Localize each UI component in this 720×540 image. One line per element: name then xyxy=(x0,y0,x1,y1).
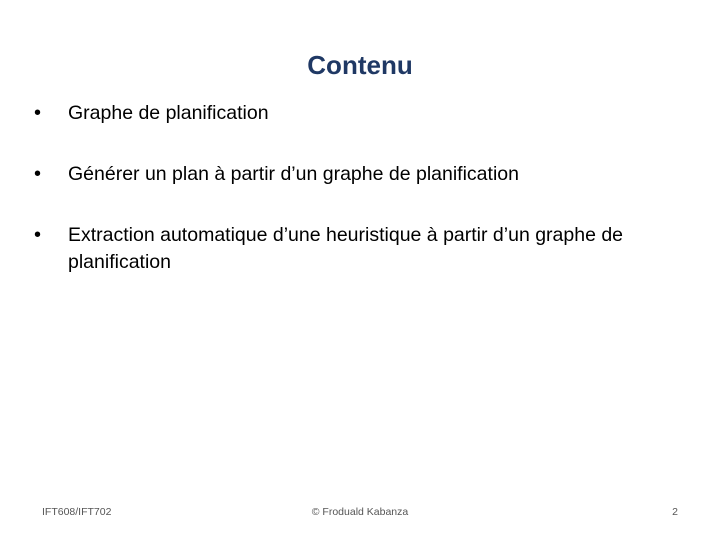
bullet-icon: • xyxy=(34,102,42,124)
bullet-item xyxy=(34,161,684,188)
page-number: 2 xyxy=(672,506,678,518)
bullet-text: Extraction automatique d’une heuristique à partir d’un graphe de planification xyxy=(68,224,624,273)
bullet-text: Générer un plan à partir d’un graphe de planification xyxy=(68,163,519,185)
bullet-text: Graphe de planification xyxy=(68,102,269,124)
bullet-icon: • xyxy=(34,224,42,246)
slide-footer xyxy=(0,506,720,524)
copyright-notice: © Froduald Kabanza xyxy=(311,506,409,518)
bullet-list xyxy=(34,100,684,310)
slide-title-text: Contenu xyxy=(307,50,413,80)
course-code: IFT608/IFT702 xyxy=(42,506,112,518)
bullet-icon: • xyxy=(34,163,42,185)
bullet-item xyxy=(34,222,684,276)
bullet-item xyxy=(34,100,684,127)
slide-title xyxy=(0,50,720,81)
